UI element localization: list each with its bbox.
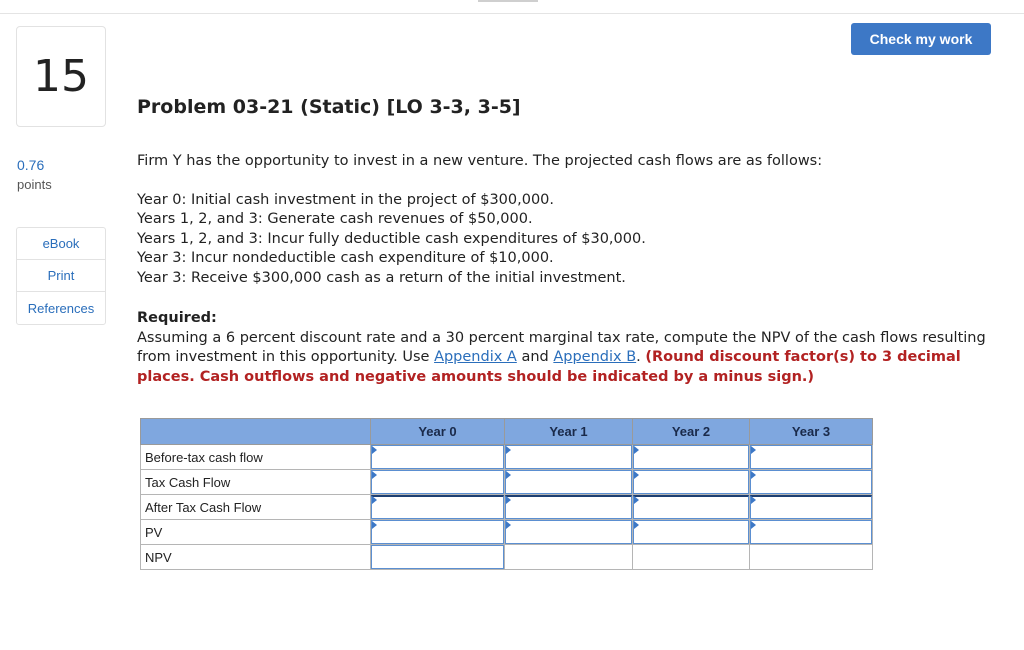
- required-period: .: [636, 349, 646, 365]
- given-line: Years 1, 2, and 3: Incur fully deductible cash expenditures of $30,000.: [137, 230, 646, 247]
- given-line: Years 1, 2, and 3: Generate cash revenues of $50,000.: [137, 211, 533, 227]
- row-label-after-tax: After Tax Cash Flow: [141, 495, 371, 520]
- header-year-2: Year 2: [633, 419, 750, 445]
- top-tab-indicator: [478, 0, 538, 2]
- tax-year-3-input[interactable]: [750, 470, 872, 494]
- references-link[interactable]: References: [27, 300, 95, 316]
- after-tax-year-2-input[interactable]: [633, 495, 749, 519]
- header-year-3: Year 3: [750, 419, 873, 445]
- cell-pv-year-3: [750, 520, 873, 545]
- tax-year-2-input[interactable]: [633, 470, 749, 494]
- input-marker-icon: [751, 471, 756, 479]
- cell-tax-year-3: [750, 470, 873, 495]
- given-line: Year 3: Incur nondeductible cash expenditure of $10,000.: [137, 250, 554, 266]
- row-label-pv: PV: [141, 520, 371, 545]
- given-line: Year 0: Initial cash investment in the project of $300,000.: [137, 191, 555, 208]
- cell-before-tax-year-1: [505, 445, 633, 470]
- pv-year-1-input[interactable]: [505, 520, 632, 544]
- cell-before-tax-year-2: [633, 445, 750, 470]
- pv-year-2-input[interactable]: [633, 520, 749, 544]
- question-number-box: [16, 26, 106, 127]
- appendix-a-link[interactable]: Appendix A: [434, 349, 517, 365]
- required-text-main: Assuming a 6 percent discount rate and a 30 percent marginal tax rate, compute the NPV of the cash flows resulting from investment in this opportunity. Use: [137, 329, 986, 365]
- cell-tax-year-0: [371, 470, 505, 495]
- cell-npv-empty: [633, 545, 750, 570]
- cash-flow-table-wrapper: [140, 418, 873, 570]
- before-tax-year-2-input[interactable]: [633, 445, 749, 469]
- after-tax-year-3-input[interactable]: [750, 495, 872, 519]
- given-line: Year 3: Receive $300,000 cash as a return of the initial investment.: [137, 269, 626, 286]
- cash-flow-table: [140, 418, 873, 570]
- before-tax-year-1-input[interactable]: [505, 445, 632, 469]
- before-tax-year-0-input[interactable]: [371, 445, 504, 469]
- rounding-instructions: (Round discount factor(s) to 3 decimal places. Cash outflows and negative amounts should be indicated by a minus sign.): [137, 349, 961, 385]
- appendix-b-link[interactable]: Appendix B: [553, 349, 637, 365]
- required-and: and: [516, 349, 554, 365]
- tax-year-0-input[interactable]: [371, 470, 504, 494]
- header-year-0: Year 0: [371, 419, 505, 445]
- table-row: [141, 470, 873, 495]
- cell-after-tax-year-3: [750, 495, 873, 520]
- input-marker-icon: [372, 446, 377, 454]
- row-label-tax-cash-flow: Tax Cash Flow: [141, 470, 371, 495]
- problem-intro: Firm Y has the opportunity to invest in a new venture. The projected cash flows are as follows:: [137, 153, 823, 169]
- input-marker-icon: [751, 446, 756, 454]
- table-row: [141, 520, 873, 545]
- cell-tax-year-1: [505, 470, 633, 495]
- table-row: [141, 545, 873, 570]
- top-divider: [0, 13, 1024, 14]
- input-marker-icon: [506, 446, 511, 454]
- pv-year-3-input[interactable]: [750, 520, 872, 544]
- problem-title: Problem 03-21 (Static) [LO 3-3, 3-5]: [137, 96, 521, 118]
- print-link[interactable]: Print: [17, 260, 105, 292]
- input-marker-icon: [506, 471, 511, 479]
- cell-after-tax-year-0: [371, 495, 505, 520]
- input-marker-icon: [634, 446, 639, 454]
- input-marker-icon: [751, 496, 756, 504]
- points-value: 0.76: [17, 157, 45, 173]
- input-marker-icon: [634, 471, 639, 479]
- tax-year-1-input[interactable]: [505, 470, 632, 494]
- problem-body: [137, 152, 987, 387]
- required-text: [137, 329, 987, 388]
- header-year-1: Year 1: [505, 419, 633, 445]
- pv-year-0-input[interactable]: [371, 520, 504, 544]
- ebook-link[interactable]: eBook: [17, 228, 105, 260]
- before-tax-year-3-input[interactable]: [750, 445, 872, 469]
- input-marker-icon: [372, 521, 377, 529]
- required-heading: Required:: [137, 310, 217, 326]
- header-blank: [141, 419, 371, 445]
- input-marker-icon: [372, 496, 377, 504]
- cell-npv-empty: [505, 545, 633, 570]
- cell-pv-year-2: [633, 520, 750, 545]
- table-row: [141, 495, 873, 520]
- cell-pv-year-0: [371, 520, 505, 545]
- cell-npv-year-0: [371, 545, 505, 570]
- input-marker-icon: [506, 521, 511, 529]
- cell-before-tax-year-3: [750, 445, 873, 470]
- cell-after-tax-year-1: [505, 495, 633, 520]
- row-label-before-tax: Before-tax cash flow: [141, 445, 371, 470]
- input-marker-icon: [751, 521, 756, 529]
- npv-input[interactable]: [371, 545, 504, 569]
- table-header-row: [141, 419, 873, 445]
- cell-npv-empty: [750, 545, 873, 570]
- points-label: points: [17, 177, 52, 192]
- cell-after-tax-year-2: [633, 495, 750, 520]
- cell-before-tax-year-0: [371, 445, 505, 470]
- row-label-npv: NPV: [141, 545, 371, 570]
- input-marker-icon: [372, 471, 377, 479]
- after-tax-year-0-input[interactable]: [371, 495, 504, 519]
- question-number: 15: [33, 51, 89, 102]
- after-tax-year-1-input[interactable]: [505, 495, 632, 519]
- cell-tax-year-2: [633, 470, 750, 495]
- input-marker-icon: [634, 496, 639, 504]
- input-marker-icon: [506, 496, 511, 504]
- sidebar-links: [16, 227, 106, 325]
- input-marker-icon: [634, 521, 639, 529]
- cell-pv-year-1: [505, 520, 633, 545]
- check-my-work-button[interactable]: Check my work: [851, 23, 991, 55]
- table-row: [141, 445, 873, 470]
